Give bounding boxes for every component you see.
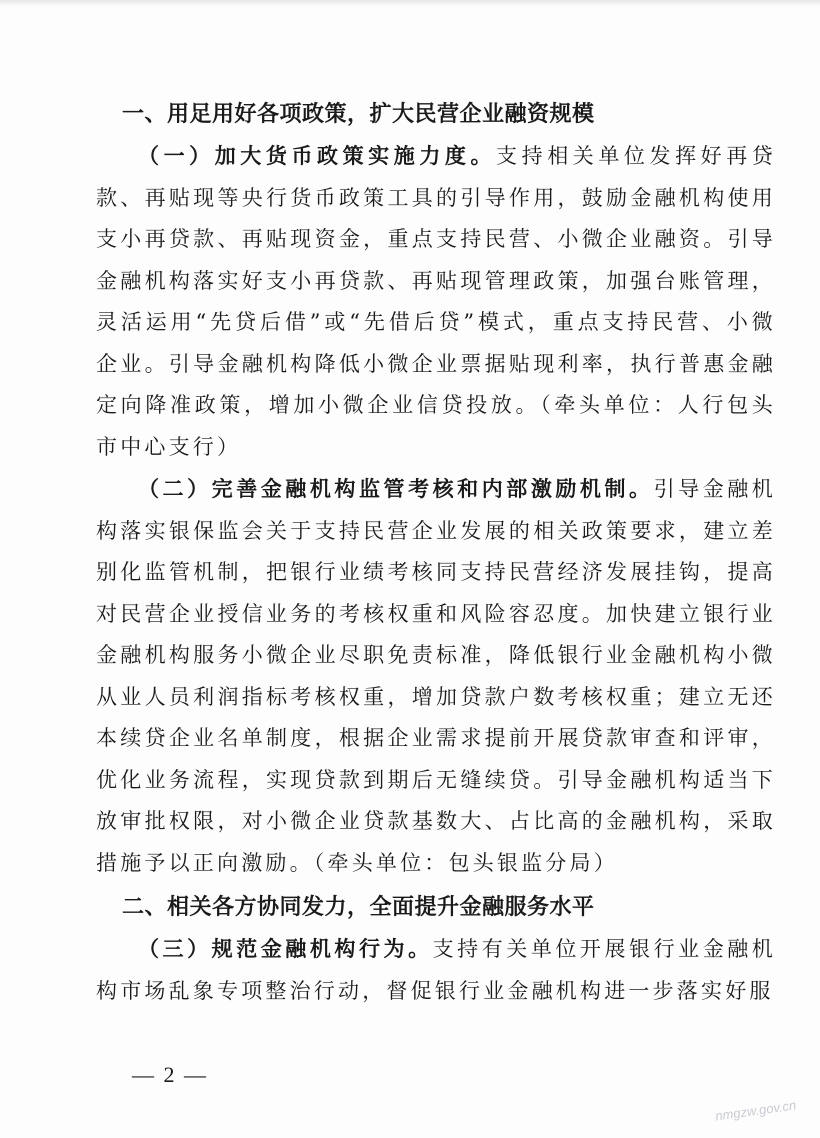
document-body bbox=[96, 95, 776, 1012]
section-heading-2: 二、相关各方协同发力，全面提升金融服务水平 bbox=[122, 895, 595, 920]
paragraph-3 bbox=[96, 928, 776, 1012]
paragraph-2 bbox=[96, 468, 776, 884]
paragraph-1-text: 支持相关单位发挥好再贷款、再贴现等央行货币政策工具的引导作用，鼓励金融机构使用支小再贷款、再贴现资金，重点支持民营、小微企业融资。引导金融机构落实好支小再贷款、再贴现管理政策，加强台账管理，灵活运用“先贷后借”或“先借后贷”模式，重点支持民营、小微企业。引导金融机构降低小微企业票据贴现利率，执行普惠金融定向降准政策，增加小微企业信贷投放。（牵头单位：人行包头市中心支行） bbox=[96, 144, 776, 459]
page-number: — 2 — bbox=[132, 1062, 208, 1087]
scan-edge bbox=[0, 0, 820, 6]
paragraph-2-lead: （二）完善金融机构监管考核和内部激励机制。 bbox=[138, 476, 654, 501]
section-heading-1: 一、用足用好各项政策，扩大民营企业融资规模 bbox=[122, 102, 595, 127]
watermark: nmgzw.gov.cn bbox=[713, 1097, 797, 1124]
paragraph-3-text: 支持有关单位开展银行业金融机构市场乱象专项整治行动，督促银行业金融机构进一步落实好服 bbox=[96, 937, 776, 1003]
paragraph-1 bbox=[96, 135, 776, 468]
paragraph-3-lead: （三）规范金融机构行为。 bbox=[138, 936, 433, 961]
paragraph-1-lead: （一）加大货币政策实施力度。 bbox=[138, 143, 497, 168]
paragraph-2-text: 引导金融机构落实银保监会关于支持民营企业发展的相关政策要求，建立差别化监管机制，把银行业绩考核同支持民营经济发展挂钩，提高对民营企业授信业务的考核权重和风险容忍度。加快建立银行业金融机构服务小微企业尽职免责标准，降低银行业金融机构小微从业人员利润指标考核权重，增加贷款户数考核权重；建立无还本续贷企业名单制度，根据企业需求提前开展贷款审查和评审，优化业务流程，实现贷款到期后无缝续贷。引导金融机构适当下放审批权限，对小微企业贷款基数大、占比高的金融机构，采取措施予以正向激励。（牵头单位：包头银监分局） bbox=[96, 477, 777, 875]
